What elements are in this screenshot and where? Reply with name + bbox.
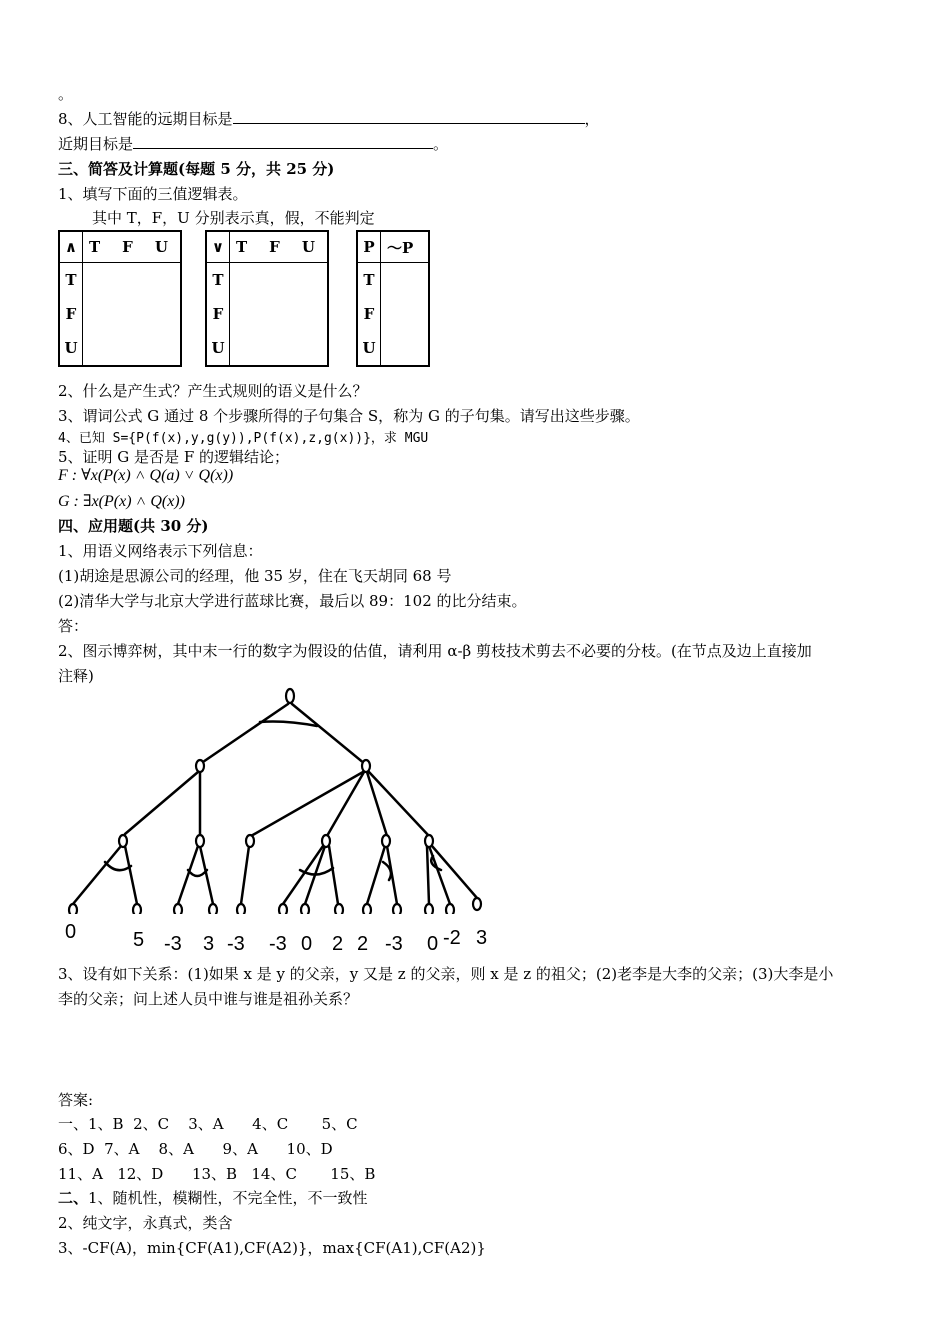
- tree-leaf-node: [133, 904, 141, 914]
- row-header: T: [357, 263, 381, 298]
- tree-leaf-node: [237, 904, 245, 914]
- or-op-symbol: ∨: [206, 231, 230, 263]
- answer-cell[interactable]: [230, 263, 329, 298]
- col-header: T: [89, 238, 101, 256]
- answers-line4-text: 1、随机性，模糊性，不完全性，不一致性: [88, 1189, 368, 1207]
- answers-line2: 6、D 7、A 8、A 9、A 10、D: [58, 1140, 333, 1158]
- q8-line1: [58, 109, 600, 129]
- tree-node: [322, 835, 330, 847]
- row-header: F: [206, 297, 230, 331]
- answer-cell[interactable]: [83, 263, 182, 298]
- or-truth-table: [205, 230, 329, 367]
- answer-cell[interactable]: [381, 263, 430, 298]
- s4-q2-line2: 注释): [58, 667, 94, 685]
- s4-q3-line2: 李的父亲；问上述人员中谁与谁是祖孙关系？: [58, 990, 359, 1008]
- leaf-value: 2: [332, 933, 344, 955]
- tree-leaf-node: [393, 904, 401, 914]
- tree-arc-mark: [105, 862, 131, 870]
- s3-q1: 1、填写下面的三值逻辑表。: [58, 185, 248, 203]
- tree-edge: [200, 704, 288, 764]
- tree-edge: [329, 846, 338, 904]
- tree-leaf-node: [301, 904, 309, 914]
- tree-node: [119, 835, 127, 847]
- leaf-value: -2: [443, 927, 461, 949]
- leaf-value: 0: [427, 933, 439, 955]
- col-header: F: [269, 238, 280, 256]
- row-header: T: [59, 263, 83, 298]
- s4-q1-b: (2)清华大学与北京大学进行蓝球比赛，最后以 89：102 的比分结束。: [58, 592, 527, 610]
- row-header: F: [59, 297, 83, 331]
- s3-q1-note: 其中 T，F，U 分别表示真，假，不能判定: [92, 209, 375, 227]
- tree-edge: [125, 846, 137, 904]
- s4-q1: 1、用语义网络表示下列信息：: [58, 542, 263, 560]
- formula-g: G : ∃x(P(x) ˄ Q(x)): [58, 493, 185, 510]
- s3-q5: 5、证明 G 是否是 F 的逻辑结论；: [58, 448, 290, 466]
- tree-arc-mark: [188, 870, 207, 876]
- leaf-value: 2: [357, 933, 369, 955]
- q8-line1-suffix: ，: [584, 110, 600, 128]
- tree-node: [362, 760, 370, 772]
- answers-line6: 3、-CF(A)，min{CF(A1),CF(A2)}，max{CF(A1),CF(A2)}: [58, 1239, 486, 1257]
- section3-title: 三、简答及计算题(每题 5 分，共 25 分): [58, 160, 335, 178]
- not-truth-table: [356, 230, 430, 367]
- tree-leaf-node: [446, 904, 454, 914]
- q8-line2: [58, 134, 448, 154]
- q8-line2-suffix: 。: [433, 135, 449, 153]
- col-header: T: [236, 238, 248, 256]
- tree-node: [196, 760, 204, 772]
- s4-q3-line1: 3、设有如下关系：(1)如果 x 是 y 的父亲，y 又是 z 的父亲，则 x 是 z 的祖父；(2)老李是大李的父亲；(3)大李是小: [58, 965, 834, 983]
- answers-line1: 一、1、B 2、C 3、A 4、C 5、C: [58, 1115, 358, 1133]
- and-truth-table: [58, 230, 182, 367]
- tree-leaf-node: [209, 904, 217, 914]
- col-header: U: [154, 238, 168, 256]
- row-header: U: [357, 331, 381, 366]
- leaf-value: -3: [269, 933, 287, 955]
- row-header: T: [206, 263, 230, 298]
- leaf-value: 3: [203, 933, 215, 955]
- answer-cell[interactable]: [230, 331, 329, 366]
- row-header: F: [357, 297, 381, 331]
- leaf-value: -3: [385, 933, 403, 955]
- leaf-value: 3: [476, 927, 488, 949]
- q8-short-term-blank[interactable]: [133, 134, 433, 149]
- tree-node: [286, 689, 294, 703]
- not-op-symbol: P: [357, 231, 381, 263]
- answers-line4: [58, 1188, 368, 1208]
- answers-line5: 2、纯文字，永真式，类含: [58, 1214, 233, 1232]
- leaf-value: -3: [164, 933, 182, 955]
- leaf-value: -3: [227, 933, 245, 955]
- top-mark: 。: [58, 85, 74, 103]
- answer-cell[interactable]: [381, 297, 430, 331]
- col-header: ～P: [381, 231, 430, 263]
- s4-q1-a: (1)胡途是思源公司的经理，他 35 岁，住在飞天胡同 68 号: [58, 567, 452, 585]
- answers-title: 答案:: [58, 1091, 94, 1109]
- tree-leaf-node: [69, 904, 77, 914]
- answer-cell[interactable]: [381, 331, 430, 366]
- leaf-value: 0: [65, 921, 77, 943]
- q8-line1-prefix: 8、人工智能的远期目标是: [58, 110, 233, 128]
- tree-edge: [367, 846, 385, 904]
- tree-edge: [241, 846, 249, 904]
- answers-line3: 11、A 12、D 13、B 14、C 15、B: [58, 1165, 376, 1183]
- game-tree-diagram: [55, 684, 495, 914]
- answer-cell[interactable]: [83, 297, 182, 331]
- q8-long-term-blank[interactable]: [233, 109, 585, 124]
- tree-leaf-node: [425, 904, 433, 914]
- tree-node: [425, 835, 433, 847]
- tree-node: [382, 835, 390, 847]
- tree-leaf-node: [174, 904, 182, 914]
- tree-edge: [292, 704, 365, 764]
- tree-node: [246, 835, 254, 847]
- answer-cell[interactable]: [83, 331, 182, 366]
- or-header-cols: [230, 231, 329, 263]
- row-header: U: [206, 331, 230, 366]
- tree-leaf-node: [279, 904, 287, 914]
- tree-leaf-node: [363, 904, 371, 914]
- tree-arc-mark: [260, 722, 317, 727]
- q8-line2-prefix: 近期目标是: [58, 135, 134, 153]
- s3-q4: 4、已知 S={P(f(x),y,g(y)),P(f(x),z,g(x))}，求 MGU: [58, 431, 429, 446]
- tree-edge: [125, 772, 198, 834]
- leaf-value: 5: [133, 929, 145, 951]
- s4-q2-line1: 2、图示博弈树，其中末一行的数字为假设的估值，请利用 α-β 剪枝技术剪去不必要的分枝。(在节点及边上直接加: [58, 642, 812, 660]
- answer-cell[interactable]: [230, 297, 329, 331]
- tree-leaf-node: [335, 904, 343, 914]
- section4-title: 四、应用题(共 30 分): [58, 517, 209, 535]
- formula-f: F : ∀x(P(x) ˄ Q(a) ˅ Q(x)): [58, 467, 234, 484]
- row-header: U: [59, 331, 83, 366]
- s4-q1-answer: 答：: [58, 617, 89, 635]
- tree-leaf-node: [473, 898, 481, 910]
- tree-edge: [427, 846, 429, 904]
- col-header: F: [122, 238, 133, 256]
- and-op-symbol: ∧: [59, 231, 83, 263]
- tree-node: [196, 835, 204, 847]
- leaf-value: 0: [301, 933, 313, 955]
- col-header: U: [301, 238, 315, 256]
- answers-section2-label: 二、: [58, 1189, 89, 1207]
- s3-q2: 2、什么是产生式？产生式规则的语义是什么？: [58, 382, 368, 400]
- tree-edge: [73, 846, 121, 904]
- and-header-cols: [83, 231, 182, 263]
- s3-q3: 3、谓词公式 G 通过 8 个步骤所得的子句集合 S，称为 G 的子句集。请写出这些步骤。: [58, 407, 640, 425]
